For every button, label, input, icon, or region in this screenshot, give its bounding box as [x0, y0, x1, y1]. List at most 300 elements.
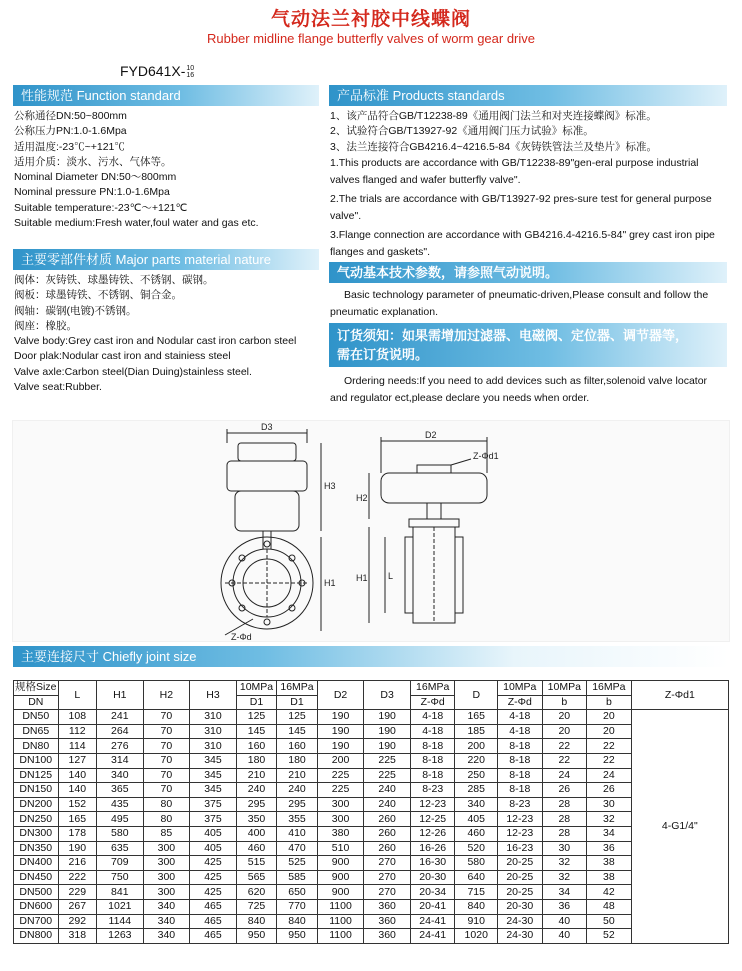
table-cell: 70	[143, 724, 190, 739]
table-cell: 250	[455, 768, 498, 783]
table-cell: 8-18	[498, 753, 543, 768]
table-cell: 510	[317, 841, 364, 856]
table-cell: 264	[97, 724, 144, 739]
table-cell: 635	[97, 841, 144, 856]
material-line: 阀板：球墨铸铁、不锈钢、铜合金。	[14, 289, 182, 302]
table-cell: 260	[364, 826, 411, 841]
table-cell: DN100	[14, 753, 59, 768]
table-cell: 841	[97, 885, 144, 900]
th-10mpa-z: 10MPa	[498, 681, 543, 696]
table-cell: 300	[317, 797, 364, 812]
table-row	[14, 856, 729, 871]
table-cell: DN80	[14, 739, 59, 754]
function-line: 适用温度:-23℃~+121℃	[14, 140, 125, 153]
material-line: 阀座：橡胶。	[14, 319, 77, 332]
standard-en-3: 3.Flange connection are accordance with GB4216.4-4216.5-84" grey cast iron pipe flanges and gaskets".	[330, 229, 715, 258]
table-cell: 285	[455, 783, 498, 798]
table-cell: 840	[277, 914, 318, 929]
table-cell: 345	[190, 768, 237, 783]
table-cell: 190	[317, 739, 364, 754]
table-cell: 4-18	[498, 710, 543, 725]
standard-line: 2、试验符合GB/T13927-92《通用阀门压力试验》标准。	[330, 125, 594, 138]
ordering-heading	[329, 323, 727, 367]
function-line: 公称通径DN:50~800mm	[14, 110, 127, 122]
table-cell: 4-18	[410, 710, 455, 725]
table-cell: 225	[317, 783, 364, 798]
table-cell: 267	[58, 899, 96, 914]
function-standard-heading: 性能规范 Function standard	[13, 85, 319, 106]
material-line: Valve body:Grey cast iron and Nodular cast iron carbon steel	[14, 335, 297, 348]
table-cell: 276	[97, 739, 144, 754]
table-cell: DN125	[14, 768, 59, 783]
table-cell: 50	[587, 914, 632, 929]
table-cell: 240	[364, 797, 411, 812]
table-cell: 340	[143, 929, 190, 944]
table-row	[14, 914, 729, 929]
table-cell: 840	[455, 899, 498, 914]
table-cell: 145	[277, 724, 318, 739]
material-line: 阀体：灰铸铁、球墨铸铁、不锈钢、碳钢。	[14, 274, 214, 286]
model-sup: 10	[186, 65, 195, 73]
table-cell: 425	[190, 885, 237, 900]
dim-h1: H1	[324, 578, 336, 588]
table-cell: 12-23	[498, 826, 543, 841]
table-cell: 12-26	[410, 826, 455, 841]
table-cell: 300	[143, 841, 190, 856]
table-cell: 30	[587, 797, 632, 812]
th-16mpa-d1: 16MPa	[277, 681, 318, 696]
table-cell: 48	[587, 899, 632, 914]
th-b-16: b	[587, 695, 632, 710]
th-size: 规格Size	[15, 681, 57, 694]
table-cell: 525	[277, 856, 318, 871]
table-cell: 24-41	[410, 914, 455, 929]
table-cell: 32	[587, 812, 632, 827]
table-cell: 1100	[317, 929, 364, 944]
table-cell: 1020	[455, 929, 498, 944]
table-cell: 42	[587, 885, 632, 900]
th-d3: D3	[364, 681, 411, 710]
dim-d2: D2	[425, 430, 437, 440]
table-cell: 28	[542, 826, 587, 841]
table-cell: 375	[190, 797, 237, 812]
table-cell: 910	[455, 914, 498, 929]
dim-z-phi-d: Z-Φd	[231, 632, 252, 642]
table-cell: 310	[190, 739, 237, 754]
table-cell: 180	[236, 753, 277, 768]
th-b-10: b	[542, 695, 587, 710]
table-cell: 34	[587, 826, 632, 841]
th-dn: DN	[14, 695, 59, 710]
table-cell: 355	[277, 812, 318, 827]
table-cell: DN450	[14, 870, 59, 885]
table-cell: DN65	[14, 724, 59, 739]
table-cell: 30	[542, 841, 587, 856]
table-cell: 185	[455, 724, 498, 739]
table-cell: 8-23	[498, 797, 543, 812]
table-cell: 12-23	[498, 812, 543, 827]
ordering-text: Ordering needs:If you need to add devices such as filter,solenoid valve locator and regulator ect,please declare you needs when order.	[330, 375, 708, 404]
table-cell: 145	[236, 724, 277, 739]
th-10mpa-b: 10MPa	[542, 681, 587, 696]
table-cell: 495	[97, 812, 144, 827]
table-cell: 709	[97, 856, 144, 871]
table-cell: 240	[364, 783, 411, 798]
table-cell: 40	[542, 929, 587, 944]
table-cell: 425	[190, 870, 237, 885]
table-cell: 650	[277, 885, 318, 900]
th-16mpa-b: 16MPa	[587, 681, 632, 696]
major-parts-heading: 主要零部件材质 Major parts material nature	[13, 249, 319, 270]
table-cell: 24-30	[498, 929, 543, 944]
table-cell: 24-41	[410, 929, 455, 944]
th-zd-10: Z-Φd	[498, 695, 543, 710]
table-cell: 32	[542, 870, 587, 885]
material-line: 阀轴：碳钢(电镀)不锈钢。	[14, 304, 137, 317]
table-cell: 1021	[97, 899, 144, 914]
table-cell: 310	[190, 724, 237, 739]
table-cell: 470	[277, 841, 318, 856]
function-line: Suitable medium:Fresh water,foul water and gas etc.	[14, 217, 259, 230]
table-row	[14, 724, 729, 739]
table-cell: 20	[542, 724, 587, 739]
table-cell: 900	[317, 870, 364, 885]
table-cell: 190	[364, 739, 411, 754]
pneumatic-heading: 气动基本技术参数，请参照气动说明。	[329, 262, 727, 283]
function-line: Nominal Diameter DN:50～800mm	[14, 171, 177, 184]
table-cell: 180	[277, 753, 318, 768]
products-standards-heading: 产品标准 Products standards	[329, 85, 727, 106]
table-cell: 20-25	[498, 885, 543, 900]
table-cell: 190	[58, 841, 96, 856]
ordering-heading-line-1: 订货须知：如果需增加过滤器、电磁阀、定位器、调节器等，	[337, 328, 689, 343]
table-cell: 295	[277, 797, 318, 812]
table-cell: DN800	[14, 929, 59, 944]
table-row	[14, 739, 729, 754]
table-cell: 410	[277, 826, 318, 841]
table-cell: DN50	[14, 710, 59, 725]
table-cell: DN700	[14, 914, 59, 929]
table-cell: 240	[236, 783, 277, 798]
table-cell: 70	[143, 710, 190, 725]
table-cell: 225	[364, 768, 411, 783]
table-cell: 38	[587, 870, 632, 885]
table-cell: 22	[587, 739, 632, 754]
table-cell: 620	[236, 885, 277, 900]
table-cell: 16-23	[498, 841, 543, 856]
dim-l-side: L	[388, 571, 394, 581]
th-zd-16: Z-Φd	[410, 695, 455, 710]
table-cell: 4-18	[498, 724, 543, 739]
dim-h2: H2	[356, 493, 368, 503]
table-cell: 360	[364, 929, 411, 944]
model-code: FYD641X-	[120, 63, 186, 79]
table-cell: 225	[364, 753, 411, 768]
table-cell: 28	[542, 797, 587, 812]
table-cell: 770	[277, 899, 318, 914]
table-cell: 950	[277, 929, 318, 944]
table-cell: 270	[364, 870, 411, 885]
table-cell: 350	[236, 812, 277, 827]
table-cell: 405	[190, 826, 237, 841]
table-cell: 38	[587, 856, 632, 871]
table-cell: 222	[58, 870, 96, 885]
joint-size-heading: 主要连接尺寸 Chiefly joint size	[13, 646, 729, 667]
table-cell: 460	[236, 841, 277, 856]
table-cell: 240	[277, 783, 318, 798]
table-cell: 1263	[97, 929, 144, 944]
table-cell: 314	[97, 753, 144, 768]
table-cell: 360	[364, 914, 411, 929]
function-standard-list	[14, 109, 259, 231]
table-cell: 900	[317, 856, 364, 871]
table-cell: 125	[236, 710, 277, 725]
table-cell: 8-18	[498, 739, 543, 754]
table-cell: 260	[364, 841, 411, 856]
table-cell: 190	[317, 724, 364, 739]
table-cell: 375	[190, 812, 237, 827]
table-cell: 20	[587, 710, 632, 725]
th-l: L	[58, 681, 96, 710]
table-row	[14, 768, 729, 783]
table-cell: 300	[143, 870, 190, 885]
table-cell: 24	[542, 768, 587, 783]
standard-line: 3、法兰连接符合GB4216.4~4216.5-84《灰铸铁管法兰及垫片》标准。	[330, 140, 658, 153]
table-cell: DN600	[14, 899, 59, 914]
table-cell: 229	[58, 885, 96, 900]
table-cell: 190	[364, 710, 411, 725]
table-row	[14, 797, 729, 812]
table-cell: 24-30	[498, 914, 543, 929]
table-cell: 140	[58, 783, 96, 798]
table-cell: 380	[317, 826, 364, 841]
table-cell: 16-30	[410, 856, 455, 871]
major-parts-list	[14, 273, 296, 395]
model-sub: 16	[186, 72, 195, 80]
standard-en-1: 1.This products are accordance with GB/T12238-89"gen-eral purpose industrial valves flanged and wafer butterfly valve".	[330, 157, 699, 186]
table-cell: 340	[143, 899, 190, 914]
th-h3: H3	[190, 681, 237, 710]
table-cell: 270	[364, 856, 411, 871]
table-cell: 70	[143, 783, 190, 798]
table-cell: 520	[455, 841, 498, 856]
dim-d3: D3	[261, 422, 273, 432]
table-cell: 340	[455, 797, 498, 812]
table-cell: 270	[364, 885, 411, 900]
table-cell: 360	[364, 899, 411, 914]
table-cell: 20-25	[498, 870, 543, 885]
table-cell: 22	[542, 739, 587, 754]
table-cell: 140	[58, 768, 96, 783]
table-cell: 70	[143, 739, 190, 754]
material-line: Door plak:Nodular cast iron and stainiess steel	[14, 350, 231, 363]
th-16mpa-z: 16MPa	[410, 681, 455, 696]
table-cell: 52	[587, 929, 632, 944]
table-cell: 8-18	[498, 768, 543, 783]
table-cell: 300	[143, 885, 190, 900]
technical-drawing	[12, 420, 730, 642]
table-cell: 310	[190, 710, 237, 725]
table-cell: 20-41	[410, 899, 455, 914]
table-cell: 165	[455, 710, 498, 725]
pneumatic-text: Basic technology parameter of pneumatic-driven,Please consult and follow the pneumatic explanation.	[330, 289, 709, 318]
th-d1-16: D1	[277, 695, 318, 710]
dim-h1-side: H1	[356, 573, 368, 583]
table-cell: DN300	[14, 826, 59, 841]
function-line: Nominal pressure PN:1.0-1.6Mpa	[14, 186, 170, 199]
table-row	[14, 812, 729, 827]
table-cell: 12-25	[410, 812, 455, 827]
table-cell: 20	[587, 724, 632, 739]
model-number	[120, 63, 194, 79]
table-cell: DN500	[14, 885, 59, 900]
table-cell: 114	[58, 739, 96, 754]
table-cell: 20-25	[498, 856, 543, 871]
table-cell: 24	[587, 768, 632, 783]
table-cell: 210	[277, 768, 318, 783]
table-cell: 178	[58, 826, 96, 841]
table-cell: 300	[143, 856, 190, 871]
standard-en-2: 2.The trials are accordance with GB/T13927-92 pres-sure test for general purpose valve".	[330, 193, 712, 222]
th-h2: H2	[143, 681, 190, 710]
table-cell: 26	[587, 783, 632, 798]
th-h1: H1	[97, 681, 144, 710]
table-cell: 34	[542, 885, 587, 900]
table-cell: DN150	[14, 783, 59, 798]
table-cell: 8-18	[410, 739, 455, 754]
table-cell: 1100	[317, 914, 364, 929]
table-cell: 20-30	[498, 899, 543, 914]
table-cell: 80	[143, 812, 190, 827]
material-line: Valve axle:Carbon steel(Dian Duing)stainless steel.	[14, 365, 252, 378]
table-cell: 70	[143, 753, 190, 768]
table-cell: 36	[542, 899, 587, 914]
z-d1-merged-cell: 4-G1/4"	[631, 710, 728, 944]
table-cell: 435	[97, 797, 144, 812]
table-cell: 950	[236, 929, 277, 944]
table-cell: 340	[97, 768, 144, 783]
th-d: D	[455, 681, 498, 710]
front-view	[221, 429, 321, 635]
table-cell: 1100	[317, 899, 364, 914]
table-cell: 725	[236, 899, 277, 914]
table-cell: 190	[317, 710, 364, 725]
table-cell: 1144	[97, 914, 144, 929]
table-cell: 295	[236, 797, 277, 812]
table-cell: 405	[190, 841, 237, 856]
table-cell: 750	[97, 870, 144, 885]
products-standards-cn	[330, 109, 657, 155]
page-title: 气动法兰衬胶中线蝶阀	[270, 8, 471, 30]
dim-h3: H3	[324, 481, 336, 491]
model-pressure-fraction	[186, 65, 194, 79]
dim-z-phi-d1: Z-Φd1	[473, 451, 499, 461]
products-standards-en	[330, 155, 726, 261]
table-cell: 70	[143, 768, 190, 783]
standard-line: 1、该产品符合GB/T12238-89《通用阀门法兰和对夹连接蝶阀》标准。	[330, 110, 657, 122]
table-cell: 20-30	[410, 870, 455, 885]
page-subtitle: Rubber midline flange butterfly valves of worm gear drive	[206, 31, 536, 46]
table-cell: 26	[542, 783, 587, 798]
table-cell: 8-18	[410, 753, 455, 768]
table-cell: 16-26	[410, 841, 455, 856]
table-header-row	[14, 681, 729, 696]
ordering-heading-line-2: 需在订货说明。	[337, 347, 429, 362]
table-row	[14, 885, 729, 900]
table-row	[14, 870, 729, 885]
table-cell: 465	[190, 914, 237, 929]
function-line: 适用介质：淡水、污水、气体等。	[14, 155, 172, 168]
table-cell: 900	[317, 885, 364, 900]
table-cell: 241	[97, 710, 144, 725]
table-cell: 160	[236, 739, 277, 754]
table-cell: 112	[58, 724, 96, 739]
table-cell: 345	[190, 753, 237, 768]
th-z-d1: Z-Φd1	[631, 681, 728, 710]
table-cell: 32	[542, 856, 587, 871]
table-cell: 405	[455, 812, 498, 827]
table-cell: 8-23	[410, 783, 455, 798]
table-cell: 22	[587, 753, 632, 768]
table-cell: 425	[190, 856, 237, 871]
table-cell: 345	[190, 783, 237, 798]
table-cell: 22	[542, 753, 587, 768]
table-row	[14, 753, 729, 768]
table-row	[14, 841, 729, 856]
table-cell: 400	[236, 826, 277, 841]
table-cell: 36	[587, 841, 632, 856]
table-cell: DN400	[14, 856, 59, 871]
table-cell: 200	[455, 739, 498, 754]
table-cell: 127	[58, 753, 96, 768]
side-view	[369, 437, 487, 623]
valve-drawing-svg	[13, 421, 731, 643]
table-cell: 8-18	[498, 783, 543, 798]
table-cell: 8-18	[410, 768, 455, 783]
joint-size-table	[13, 680, 729, 944]
table-cell: 565	[236, 870, 277, 885]
table-cell: 318	[58, 929, 96, 944]
table-cell: 4-18	[410, 724, 455, 739]
table-cell: 108	[58, 710, 96, 725]
table-cell: 365	[97, 783, 144, 798]
table-row	[14, 710, 729, 725]
table-row	[14, 929, 729, 944]
table-cell: 225	[317, 768, 364, 783]
table-row	[14, 899, 729, 914]
table-cell: 292	[58, 914, 96, 929]
function-line: Suitable temperature:-23℃～+121℃	[14, 201, 188, 214]
table-cell: 40	[542, 914, 587, 929]
table-cell: 220	[455, 753, 498, 768]
table-cell: 585	[277, 870, 318, 885]
table-cell: 515	[236, 856, 277, 871]
table-cell: DN350	[14, 841, 59, 856]
table-cell: 580	[97, 826, 144, 841]
table-cell: DN200	[14, 797, 59, 812]
table-cell: 20-34	[410, 885, 455, 900]
table-cell: 85	[143, 826, 190, 841]
table-cell: 125	[277, 710, 318, 725]
table-cell: 152	[58, 797, 96, 812]
table-cell: 190	[364, 724, 411, 739]
table-cell: 80	[143, 797, 190, 812]
table-cell: 840	[236, 914, 277, 929]
th-10mpa-d1: 10MPa	[236, 681, 277, 696]
table-cell: 460	[455, 826, 498, 841]
table-cell: 12-23	[410, 797, 455, 812]
table-cell: 200	[317, 753, 364, 768]
